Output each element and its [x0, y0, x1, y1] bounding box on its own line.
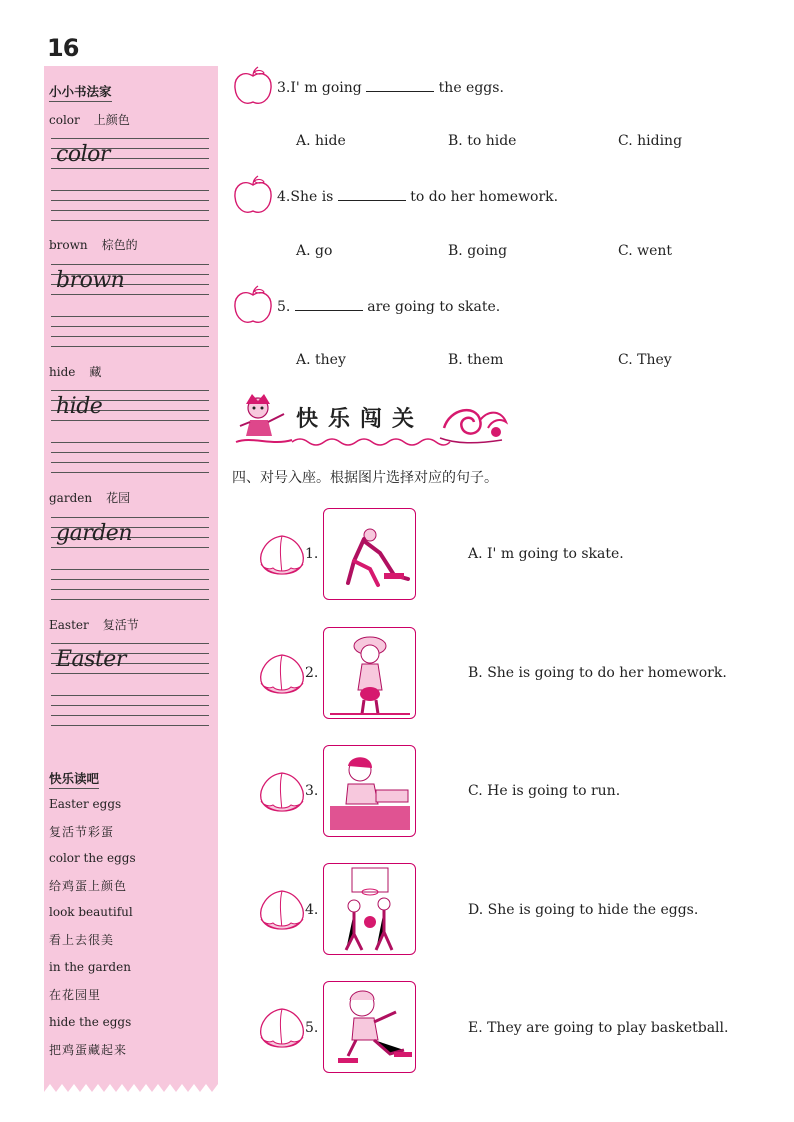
question-text-after: to do her homework.	[410, 189, 559, 205]
runner-illustration	[324, 509, 416, 600]
peach-answer-icon[interactable]	[257, 1005, 307, 1049]
question-text-before: I' m going	[290, 80, 362, 96]
picture-girl-desk	[323, 745, 416, 837]
option-b[interactable]: B. them	[448, 352, 504, 368]
section-title: 四、对号入座。根据图片选择对应的句子。	[232, 470, 498, 486]
word-cn: 花园	[106, 491, 131, 505]
word-entry	[49, 616, 139, 633]
sidebar-zigzag-edge	[44, 1078, 218, 1094]
reading-title: 快乐读吧	[49, 769, 99, 789]
match-number: 1.	[305, 546, 319, 562]
word-en: hide	[49, 365, 76, 379]
reading-line: 在花园里	[49, 988, 102, 1002]
word-entry	[49, 489, 130, 506]
question-number: 5.	[277, 299, 291, 315]
calligraphy-title: 小小书法家	[49, 82, 112, 102]
answer-blank[interactable]	[295, 298, 363, 311]
cartoon-character-icon	[232, 392, 294, 448]
apple-answer-icon[interactable]	[232, 285, 274, 327]
picture-skater	[323, 981, 416, 1073]
sentence-d[interactable]: D. She is going to hide the eggs.	[468, 902, 699, 918]
reading-line: in the garden	[49, 960, 131, 974]
script-sample: brown	[56, 268, 125, 293]
word-en: brown	[49, 238, 88, 252]
question-text-after: the eggs.	[438, 80, 504, 96]
answer-blank[interactable]	[366, 79, 434, 92]
option-c[interactable]: C. went	[618, 243, 673, 259]
basketball-illustration	[324, 864, 416, 955]
peach-answer-icon[interactable]	[257, 887, 307, 931]
word-en: garden	[49, 491, 93, 505]
word-entry	[49, 111, 130, 128]
question-number: 4.	[277, 189, 291, 205]
reading-line: 把鸡蛋藏起来	[49, 1043, 128, 1057]
script-sample: color	[56, 142, 110, 167]
match-number: 4.	[305, 902, 319, 918]
apple-answer-icon[interactable]	[232, 175, 274, 217]
answer-blank[interactable]	[338, 188, 406, 201]
reading-line: 给鸡蛋上颜色	[49, 879, 128, 893]
option-b[interactable]: B. to hide	[448, 133, 517, 149]
apple-answer-icon[interactable]	[232, 66, 274, 108]
swirl-flower-icon	[436, 398, 510, 446]
word-en: color	[49, 113, 80, 127]
picture-runner	[323, 508, 416, 600]
option-a[interactable]: A. they	[296, 352, 346, 368]
question-text-after: are going to skate.	[367, 299, 501, 315]
peach-answer-icon[interactable]	[257, 769, 307, 813]
option-a[interactable]: A. hide	[296, 133, 346, 149]
reading-line: color the eggs	[49, 851, 136, 865]
match-number: 2.	[305, 665, 319, 681]
skater-illustration	[324, 982, 416, 1073]
question-5	[277, 298, 500, 315]
sidebar	[44, 66, 218, 1080]
option-c[interactable]: C. They	[618, 352, 672, 368]
word-cn: 上颜色	[93, 113, 130, 127]
option-c[interactable]: C. hiding	[618, 133, 683, 149]
word-en: Easter	[49, 618, 89, 632]
word-entry	[49, 236, 138, 253]
option-b[interactable]: B. going	[448, 243, 508, 259]
question-4	[277, 188, 558, 205]
script-sample: Easter	[56, 647, 126, 672]
sentence-e[interactable]: E. They are going to play basketball.	[468, 1020, 729, 1036]
word-entry	[49, 363, 101, 380]
match-number: 5.	[305, 1020, 319, 1036]
reading-line: 复活节彩蛋	[49, 825, 115, 839]
studying-girl-illustration	[324, 746, 416, 837]
peach-answer-icon[interactable]	[257, 532, 307, 576]
picture-basketball	[323, 863, 416, 955]
girl-illustration	[324, 628, 416, 719]
match-number: 3.	[305, 783, 319, 799]
reading-line: look beautiful	[49, 905, 133, 919]
sentence-c[interactable]: C. He is going to run.	[468, 783, 621, 799]
option-a[interactable]: A. go	[296, 243, 333, 259]
script-sample: garden	[56, 521, 132, 546]
script-sample: hide	[56, 394, 103, 419]
word-cn: 棕色的	[101, 238, 138, 252]
word-cn: 藏	[89, 365, 102, 379]
reading-line: hide the eggs	[49, 1015, 132, 1029]
sentence-a[interactable]: A. I' m going to skate.	[468, 546, 624, 562]
reading-line: 看上去很美	[49, 933, 115, 947]
question-text-before: She is	[290, 189, 334, 205]
picture-girl-basket	[323, 627, 416, 719]
word-cn: 复活节	[102, 618, 139, 632]
reading-line: Easter eggs	[49, 797, 122, 811]
question-number: 3.	[277, 80, 291, 96]
question-3	[277, 79, 504, 96]
section-banner	[232, 392, 514, 448]
sentence-b[interactable]: B. She is going to do her homework.	[468, 665, 727, 681]
peach-answer-icon[interactable]	[257, 651, 307, 695]
banner-title: 快乐闯关	[296, 407, 425, 432]
page-number: 16	[47, 34, 79, 62]
